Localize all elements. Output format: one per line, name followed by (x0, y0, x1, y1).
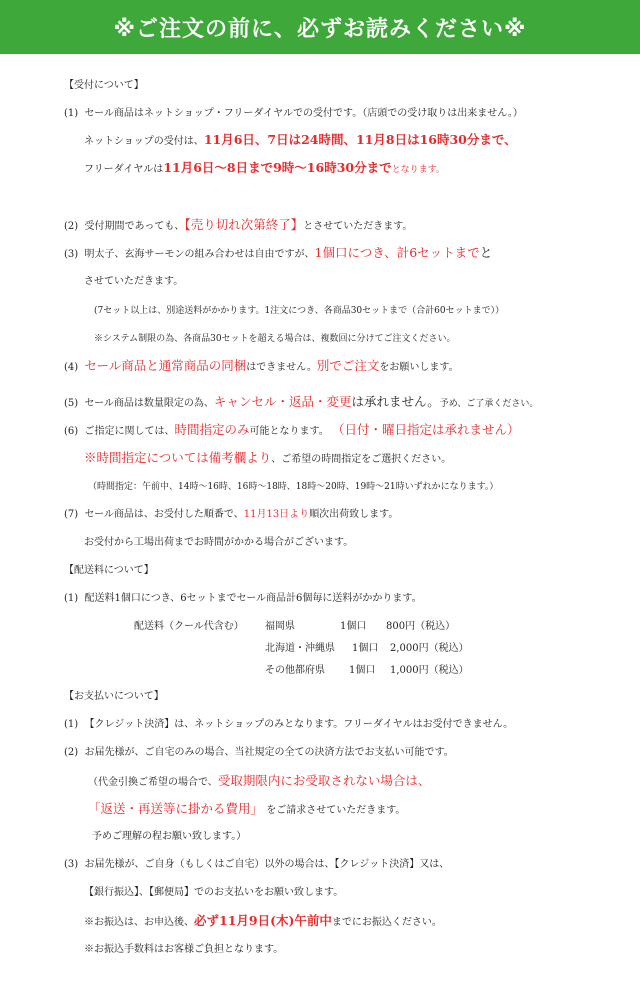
shipping-item-1: (1) 配送料1個口につき、6セットまでセール商品計6個毎に送料がかかります。 (64, 593, 422, 604)
shipping-row-unit: 1個口 (340, 621, 367, 632)
shipping-row-region: 北海道・沖縄県 (265, 643, 335, 654)
reception-item-3-note1: (7セット以上は、別途送料がかかります。1注文につき、各商品30セットまで（合計60セットまで）） (94, 306, 505, 316)
free-dial-hours: フリーダイヤルは11月6日〜8日まで9時〜16時30分までとなります。 (84, 160, 445, 175)
payment-item-2-fee: 「返送・再送等に掛かる費用」 をご請求させていただきます。 (88, 801, 406, 816)
reception-item-3-cont: させていただきます。 (84, 276, 184, 287)
reception-item-1: (1) セール商品はネットショップ・フリーダイヤルでの受付です。（店頭での受け取りは出来ません。） (64, 108, 523, 119)
payment-item-1: (1) 【クレジット決済】は、ネットショップのみとなります。フリーダイヤルはお受付できません。 (64, 719, 514, 730)
shipping-row-price: 800円（税込） (386, 621, 456, 632)
reception-item-6-times: （時間指定：午前中、14時〜16時、16時〜18時、18時〜20時、19時〜21時いずれかになります。） (88, 482, 499, 492)
payment-transfer-fee-note: ※お振込手数料はお客様ご負担となります。 (84, 944, 284, 955)
payment-item-2-note: （代金引換ご希望の場合で、受取期限内にお受取されない場合は、 (88, 773, 431, 788)
shipping-table-label: 配送料（クール代含む） (134, 621, 244, 632)
shipping-row-region: その他都府県 (265, 665, 325, 676)
shipping-row-unit: 1個口 (352, 643, 379, 654)
payment-item-2-apology: 予めご理解の程お願い致します。） (92, 831, 247, 842)
reception-item-6-note: ※時間指定については備考欄より、ご希望の時間指定をご選択ください。 (84, 450, 452, 465)
shipping-row-region: 福岡県 (265, 621, 295, 632)
reception-item-3-note2: ※システム制限の為、各商品30セットを超える場合は、複数回に分けてご注文ください。 (94, 334, 456, 344)
reception-item-3: (3) 明太子、玄海サーモンの組み合わせは自由ですが、1個口につき、計6セットまでと (64, 245, 493, 260)
reception-item-7-cont: お受付から工場出荷までお時間がかかる場合がございます。 (84, 537, 354, 548)
payment-item-3-cont: 【銀行振込】、【郵便局】でのお支払いをお願い致します。 (84, 887, 344, 898)
reception-item-2: (2) 受付期間であっても、【売り切れ次第終了】とさせていただきます。 (64, 217, 413, 232)
notice-banner (0, 0, 640, 54)
payment-item-2: (2) お届先様が、ご自宅のみの場合、当社規定の全ての決済方法でお支払い可能です。 (64, 747, 454, 758)
reception-item-4: (4) セール商品と通常商品の同梱はできません。別でご注文をお願いします。 (64, 358, 459, 373)
shipping-row-unit: 1個口 (349, 665, 376, 676)
net-shop-hours: ネットショップの受付は、11月6日、7日は24時間、11月8日は16時30分まで、 (84, 132, 517, 147)
shipping-row-price: 1,000円（税込） (390, 665, 469, 676)
payment-transfer-deadline: ※お振込は、お申込後、必ず11月9日(木)午前中までにお振込ください。 (84, 913, 442, 928)
payment-heading: 【お支払いについて】 (64, 691, 164, 702)
reception-heading: 【受付について】 (64, 80, 144, 91)
shipping-row-price: 2,000円（税込） (390, 643, 469, 654)
reception-item-7: (7) セール商品は、お受付した順番で、11月13日より順次出荷致します。 (64, 509, 399, 520)
banner-title: ※ご注文の前に、必ずお読みください※ (113, 16, 527, 42)
payment-item-3: (3) お届先様が、ご自身（もしくはご自宅）以外の場合は、【クレジット決済】又は、 (64, 859, 450, 870)
reception-item-6: (6) ご指定に関しては、時間指定のみ可能となります。 （日付・曜日指定は承れません） (64, 422, 520, 437)
reception-item-5: (5) セール商品は数量限定の為、キャンセル・返品・変更は承れません。予め、ご了承ください。 (64, 394, 539, 409)
shipping-heading: 【配送料について】 (64, 565, 154, 576)
